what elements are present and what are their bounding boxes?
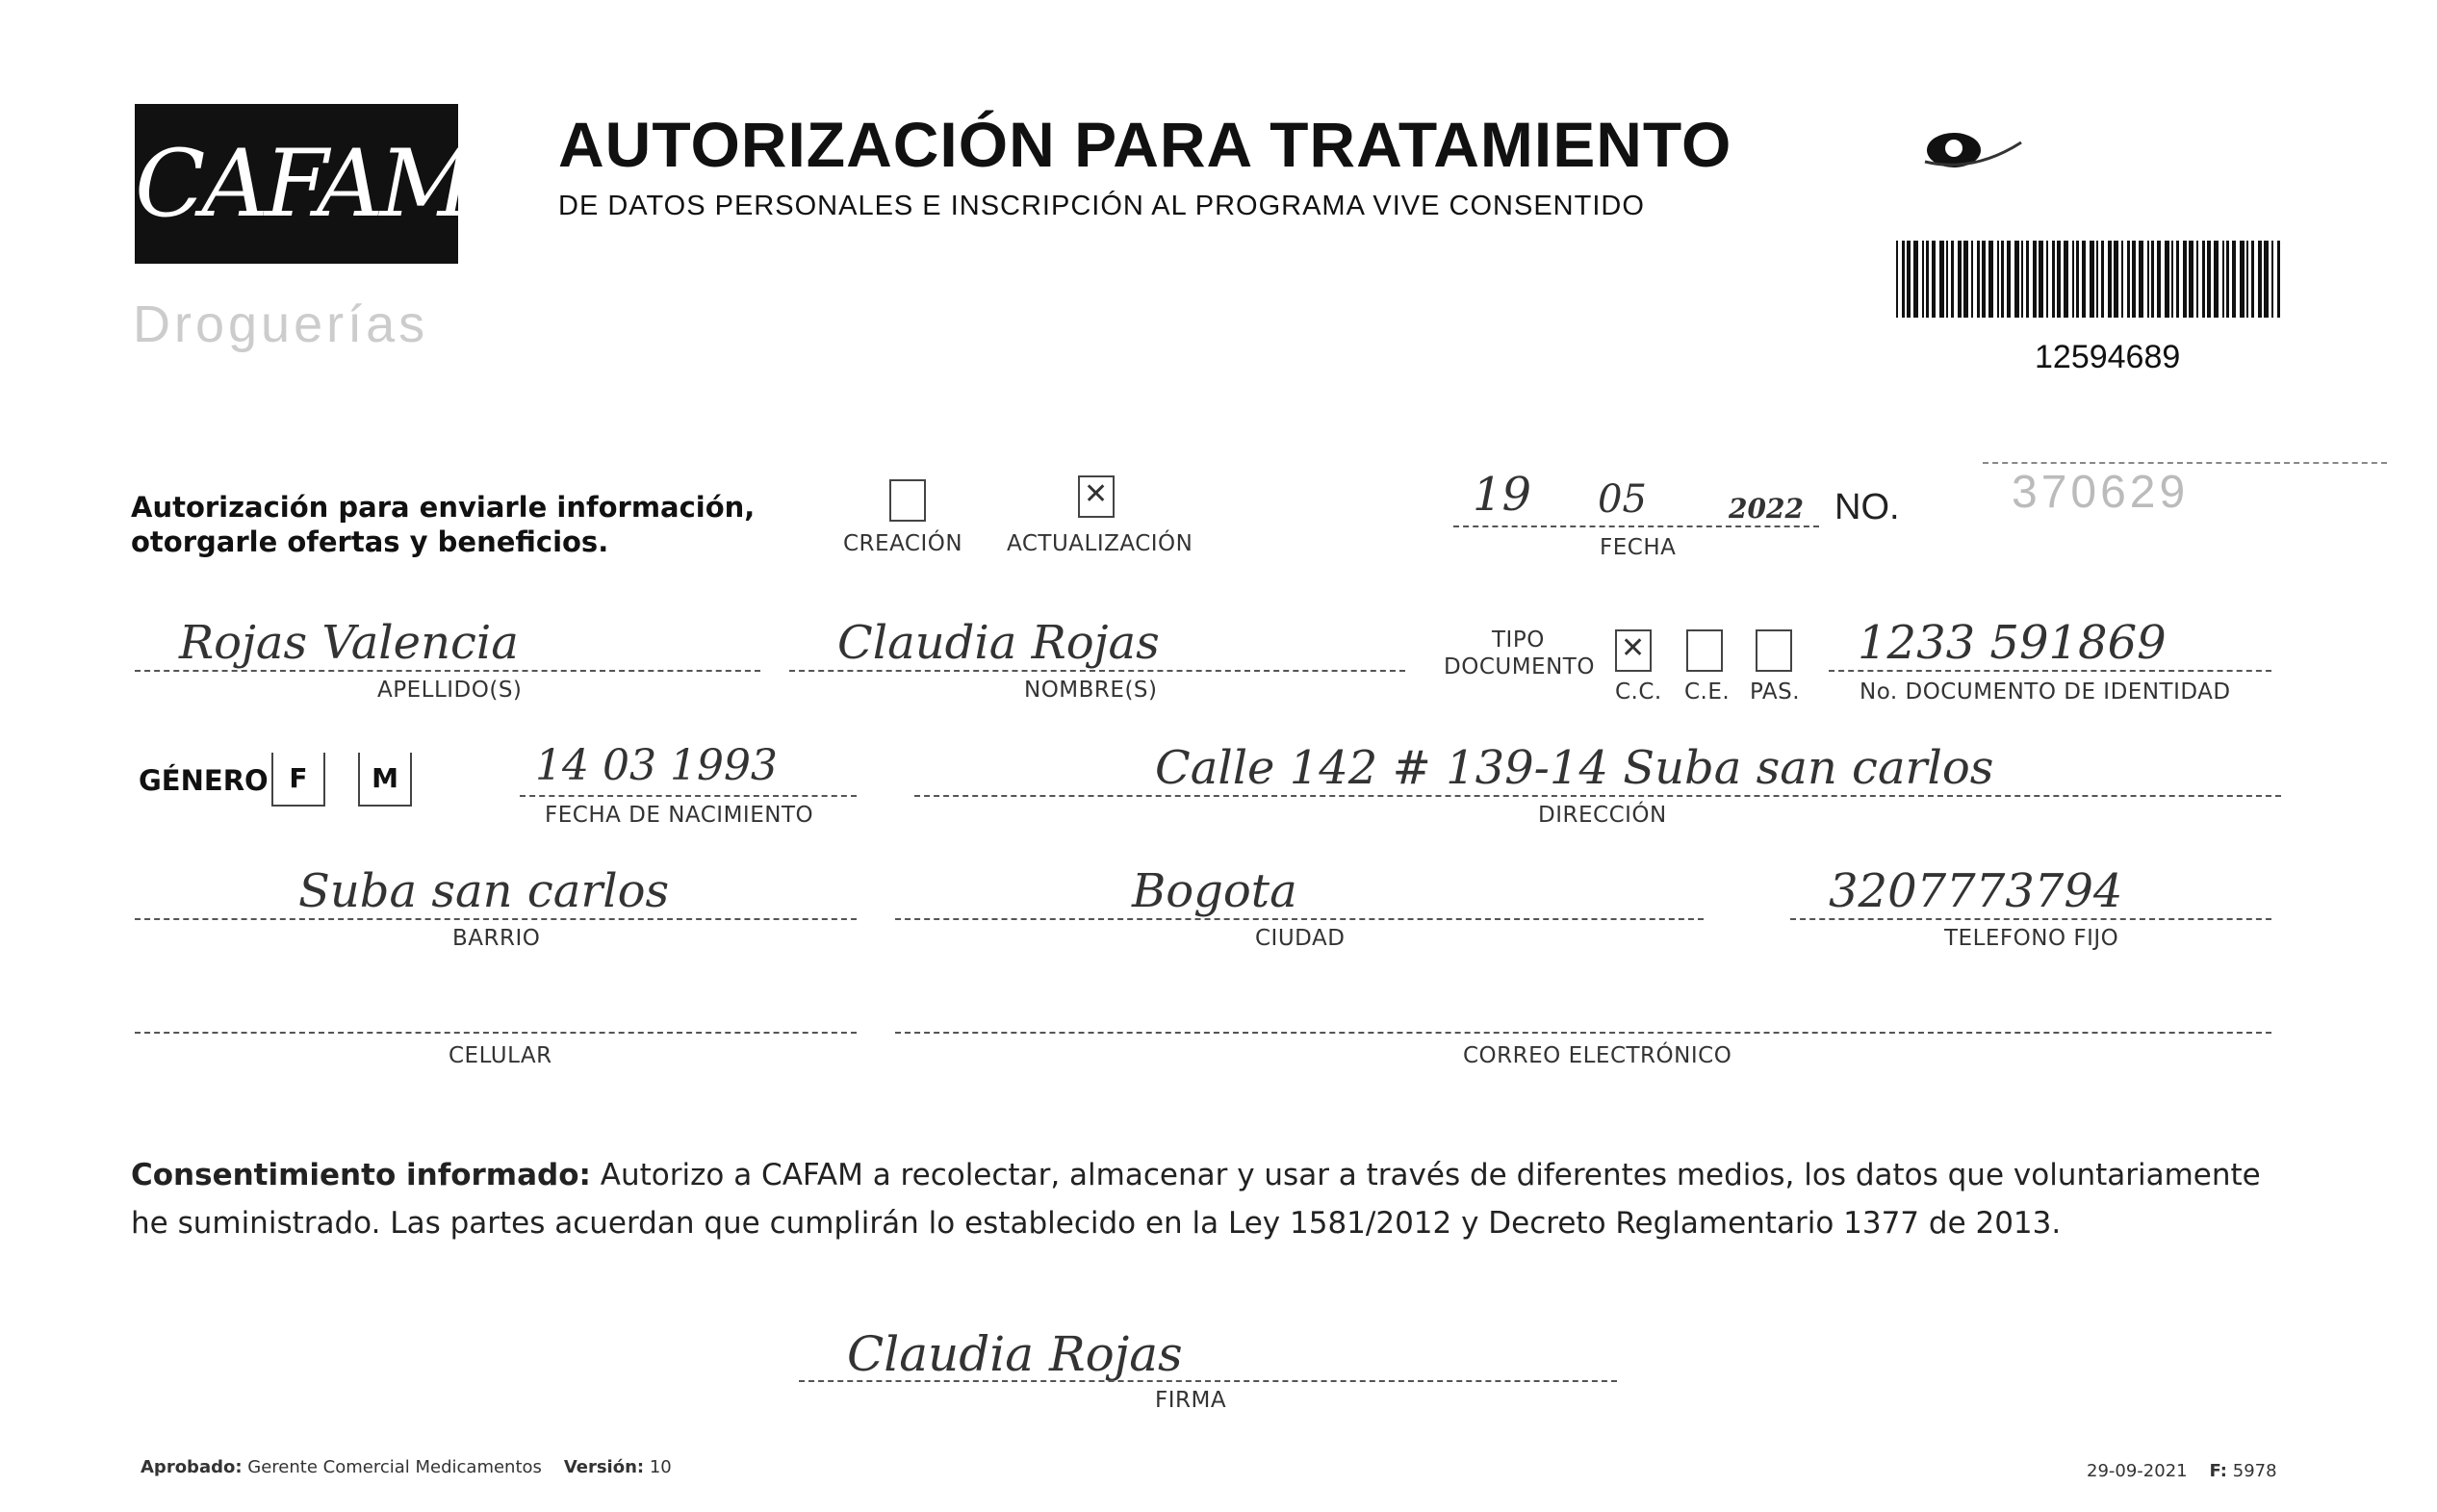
doc-ce-label: C.E. (1684, 679, 1731, 705)
actualizacion-label: ACTUALIZACIÓN (1007, 531, 1193, 556)
apellidos-value[interactable]: Rojas Valencia (179, 616, 519, 670)
fecha-year-value[interactable]: 2022 (1729, 493, 1804, 525)
ciudad-label: CIUDAD (1255, 926, 1346, 951)
barrio-label: BARRIO (452, 926, 541, 951)
nacimiento-label: FECHA DE NACIMIENTO (545, 803, 814, 828)
celular-field[interactable] (135, 1032, 857, 1034)
barcode-number: 12594689 (2035, 339, 2181, 375)
tipo-documento-label-1: TIPO (1492, 628, 1545, 653)
no-value: 370629 (2012, 467, 2190, 518)
direccion-value[interactable]: Calle 142 # 139-14 Suba san carlos (1155, 741, 1994, 795)
barrio-value[interactable]: Suba san carlos (298, 864, 670, 918)
tipo-documento-label-2: DOCUMENTO (1444, 654, 1595, 679)
nombres-label: NOMBRE(S) (1024, 678, 1158, 703)
documento-label: No. DOCUMENTO DE IDENTIDAD (1860, 679, 2231, 705)
form-title: AUTORIZACIÓN PARA TRATAMIENTO (558, 109, 1732, 180)
intro-line-1: Autorización para enviarle información, (131, 491, 756, 524)
f-value: 5978 (2232, 1461, 2277, 1481)
footer-date-code (2087, 1461, 2277, 1481)
aprobado-value: Gerente Comercial Medicamentos (247, 1457, 542, 1477)
celular-label: CELULAR (449, 1043, 552, 1068)
correo-field[interactable] (895, 1032, 2271, 1034)
direccion-label: DIRECCIÓN (1538, 803, 1667, 828)
eye-icon (1915, 114, 2031, 181)
f-label: F: (2209, 1461, 2228, 1481)
doc-ce-checkbox[interactable] (1686, 629, 1723, 672)
creacion-checkbox[interactable] (889, 479, 926, 522)
genero-f-option[interactable]: F (271, 753, 325, 807)
nombres-value[interactable]: Claudia Rojas (837, 616, 1160, 670)
doc-cc-label: C.C. (1615, 679, 1662, 705)
apellidos-label: APELLIDO(S) (377, 678, 523, 703)
creacion-label: CREACIÓN (843, 531, 963, 556)
version-label: Versión: (563, 1457, 645, 1477)
signature-value[interactable]: Claudia Rojas (847, 1326, 1183, 1382)
genero-m-option[interactable]: M (358, 753, 412, 807)
fecha-label: FECHA (1600, 535, 1677, 560)
actualizacion-checkbox[interactable] (1078, 475, 1115, 518)
no-label: NO. (1834, 487, 1900, 527)
correo-label: CORREO ELECTRÓNICO (1463, 1043, 1732, 1068)
telefono-value[interactable]: 3207773794 (1829, 864, 2123, 918)
telefono-label: TELEFONO FIJO (1944, 926, 2119, 951)
aprobado-label: Aprobado: (141, 1457, 243, 1477)
form-subtitle: DE DATOS PERSONALES E INSCRIPCIÓN AL PROGRAMA VIVE CONSENTIDO (558, 191, 1645, 221)
cafam-logo (135, 104, 471, 264)
fecha-day-value[interactable]: 19 (1473, 468, 1532, 522)
signature-label: FIRMA (1155, 1388, 1227, 1413)
intro-line-2: otorgarle ofertas y beneficios. (131, 525, 609, 558)
genero-label: GÉNERO (139, 764, 269, 797)
barcode (1896, 241, 2281, 318)
consent-text: Autorizo a CAFAM a recolectar, almacenar y usar a través de diferentes medios, los datos que voluntariamente he suministrado. Las partes acuerdan que cumplirán lo establecido en la Ley 1581/2012 y Decreto Reglamentario 1377 de 2013. (131, 1158, 2261, 1241)
nacimiento-value[interactable]: 14 03 1993 (535, 741, 778, 790)
version-value: 10 (649, 1457, 672, 1477)
fecha-month-value[interactable]: 05 (1598, 477, 1647, 522)
consent-heading: Consentimiento informado: (131, 1158, 591, 1192)
doc-pas-label: PAS. (1750, 679, 1801, 705)
logo-subtext: Droguerías (133, 295, 429, 353)
doc-pas-checkbox[interactable] (1756, 629, 1792, 672)
consent-paragraph (131, 1151, 2287, 1247)
logo-text: CAFAM (135, 130, 471, 238)
footer-approval (141, 1457, 672, 1477)
ciudad-value[interactable]: Bogota (1132, 864, 1297, 918)
footer-date: 29-09-2021 (2087, 1461, 2188, 1481)
documento-value[interactable]: 1233 591869 (1858, 616, 2167, 670)
doc-cc-checkbox[interactable] (1615, 629, 1652, 672)
